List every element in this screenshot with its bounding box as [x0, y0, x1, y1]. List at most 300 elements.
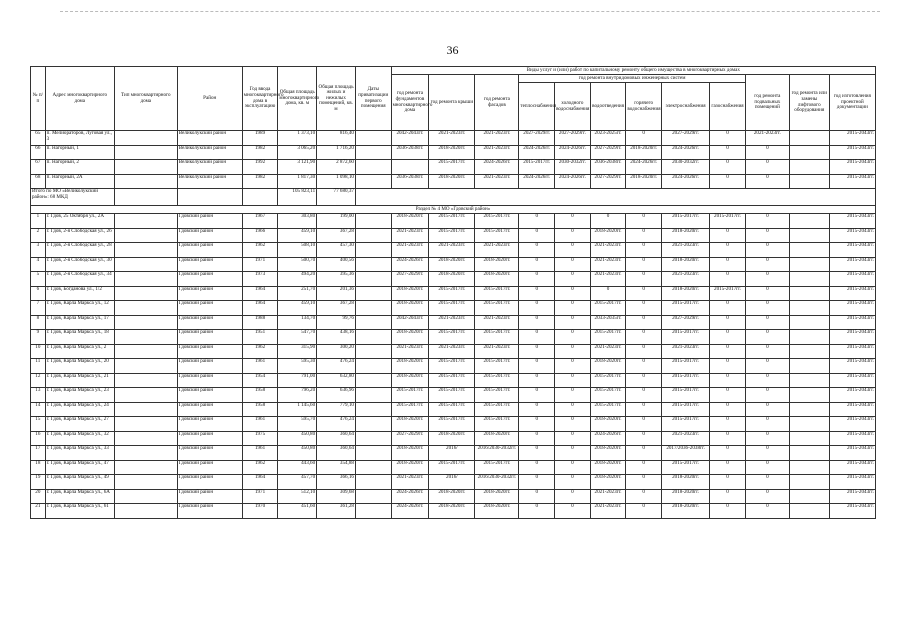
table-row: [31, 257, 876, 272]
row-district: Гдовский район: [177, 286, 242, 301]
row-gas: 0: [710, 257, 746, 272]
row-sewer: 2018-2020гг.: [590, 417, 626, 432]
row-number: 19: [31, 475, 46, 490]
row-privatization: [355, 446, 391, 461]
row-electric: 2024-2026гг.: [661, 145, 709, 160]
row-basement: 0: [745, 160, 789, 175]
row-district: Гдовский район: [177, 330, 242, 345]
table-row: [31, 330, 876, 345]
row-total-area: 459,10: [278, 301, 317, 316]
row-address: г. Гдов, Карла Маркса ул., 2: [45, 344, 114, 359]
row-facade: 2018-2020гг.: [475, 257, 519, 272]
row-living-area: 438,16: [317, 330, 356, 345]
row-cold-water: 0: [555, 402, 591, 417]
row-cold-water: 0: [555, 388, 591, 403]
row-basement: 2021-2023гг.: [745, 131, 789, 146]
row-hot-water: 2018-2020гг.: [626, 174, 662, 189]
row-district: Гдовский район: [177, 504, 242, 519]
row-gas: 0: [710, 402, 746, 417]
row-type: [114, 373, 177, 388]
row-elevator: [789, 504, 829, 519]
row-privatization: [355, 330, 391, 345]
header-subgroup-title: год ремонта внутридомовых инженерных систем: [519, 75, 745, 83]
row-number: 3: [31, 243, 46, 258]
row-total-area: 443,60: [278, 460, 317, 475]
row-type: [114, 131, 177, 146]
row-roof: 2018-2020гг.: [429, 257, 475, 272]
total-blank: [177, 189, 242, 206]
row-basement: 0: [745, 330, 789, 345]
row-type: [114, 257, 177, 272]
row-facade: 2016/2030-2032гг.: [475, 475, 519, 490]
row-living-area: 360,64: [317, 431, 356, 446]
row-sewer: 2021-2023гг.: [590, 243, 626, 258]
row-privatization: [355, 214, 391, 229]
row-sewer: 2018-2020гг.: [590, 460, 626, 475]
row-gas: 0: [710, 243, 746, 258]
row-hot-water: 0: [626, 446, 662, 461]
row-cold-water: 2027-2029гг.: [555, 131, 591, 146]
row-design-docs: 2015-2043гг.: [829, 373, 875, 388]
row-basement: 0: [745, 344, 789, 359]
row-sewer: 2023-2025гг.: [590, 131, 626, 146]
row-type: [114, 344, 177, 359]
row-address: г. Гдов, Карла Маркса ул., 61: [45, 504, 114, 519]
row-living-area: 201,36: [317, 286, 356, 301]
row-facade: 2015-2017гг.: [475, 286, 519, 301]
row-foundation: 2018-2020гг.: [391, 301, 429, 316]
row-heat: 2015-2017гг.: [519, 160, 555, 175]
row-design-docs: 2015-2043гг.: [829, 160, 875, 175]
table-row: [31, 504, 876, 519]
row-foundation: 2018-2020гг.: [391, 330, 429, 345]
row-gas: 0: [710, 446, 746, 461]
row-heat: 0: [519, 489, 555, 504]
header-num: № п/п: [31, 67, 46, 131]
row-sewer: 2018-2020гг.: [590, 475, 626, 490]
row-electric: 2021-2023гг.: [661, 272, 709, 287]
row-living-area: 361,28: [317, 504, 356, 519]
total-row: [31, 189, 876, 206]
table-row: [31, 131, 876, 146]
table-row: [31, 272, 876, 287]
row-total-area: 500,70: [278, 257, 317, 272]
row-facade: 2021-2023гг.: [475, 315, 519, 330]
row-elevator: [789, 315, 829, 330]
row-facade: 2021-2023гг.: [475, 243, 519, 258]
row-electric: 2018-2020гг.: [661, 489, 709, 504]
row-design-docs: 2015-2043гг.: [829, 214, 875, 229]
row-type: [114, 330, 177, 345]
table-row: [31, 174, 876, 189]
row-gas: 0: [710, 228, 746, 243]
row-basement: 0: [745, 373, 789, 388]
row-facade: 2015-2017гг.: [475, 214, 519, 229]
row-design-docs: 2015-2043гг.: [829, 417, 875, 432]
row-address: г. Гдов, Карла Маркса ул., 20: [45, 359, 114, 374]
row-electric: 2015-2017гг.: [661, 359, 709, 374]
header-foundation: год ремонта фундаментов многоквартирного дома: [391, 75, 429, 131]
row-foundation: [391, 160, 429, 175]
row-living-area: 199,00: [317, 214, 356, 229]
row-electric: 2018-2020гг.: [661, 228, 709, 243]
row-roof: 2021-2023гг.: [429, 344, 475, 359]
row-elevator: [789, 402, 829, 417]
row-address: г. Гдов, Карла Маркса ул., 18: [45, 330, 114, 345]
row-year-built: 1982: [242, 174, 278, 189]
row-sewer: 2015-2017гг.: [590, 301, 626, 316]
row-hot-water: 0: [626, 344, 662, 359]
row-facade: 2015-2017гг.: [475, 359, 519, 374]
row-design-docs: 2015-2043гг.: [829, 286, 875, 301]
row-basement: 0: [745, 446, 789, 461]
row-cold-water: 0: [555, 257, 591, 272]
row-roof: 2015-2017гг.: [429, 388, 475, 403]
row-foundation: 2018-2020гг.: [391, 286, 429, 301]
row-district: Великолукский район: [177, 145, 242, 160]
row-district: Великолукский район: [177, 174, 242, 189]
row-hot-water: 0: [626, 402, 662, 417]
row-design-docs: 2015-2043гг.: [829, 301, 875, 316]
row-basement: 0: [745, 431, 789, 446]
row-district: Гдовский район: [177, 344, 242, 359]
row-heat: 0: [519, 214, 555, 229]
table-row: [31, 315, 876, 330]
row-year-built: 1951: [242, 330, 278, 345]
row-year-built: 1962: [242, 460, 278, 475]
row-cold-water: 0: [555, 504, 591, 519]
row-basement: 0: [745, 388, 789, 403]
row-hot-water: 0: [626, 359, 662, 374]
row-cold-water: 0: [555, 475, 591, 490]
row-type: [114, 504, 177, 519]
row-living-area: 395,36: [317, 272, 356, 287]
row-gas: 0: [710, 460, 746, 475]
row-hot-water: 0: [626, 214, 662, 229]
row-hot-water: 0: [626, 504, 662, 519]
row-foundation: 2036-2038гг.: [391, 174, 429, 189]
row-electric: 2015-2017гг.: [661, 388, 709, 403]
row-facade: 2018-2020гг.: [475, 272, 519, 287]
row-total-area: 595,70: [278, 417, 317, 432]
row-elevator: [789, 301, 829, 316]
row-foundation: 2015-2017гг.: [391, 388, 429, 403]
row-district: Гдовский район: [177, 402, 242, 417]
row-privatization: [355, 431, 391, 446]
header-type: Тип многоквартирного дома: [114, 67, 177, 131]
row-type: [114, 243, 177, 258]
row-number: 1: [31, 214, 46, 229]
row-foundation: 2018-2020гг.: [391, 460, 429, 475]
row-number: 10: [31, 344, 46, 359]
row-foundation: 2027-2029гг.: [391, 431, 429, 446]
row-basement: 0: [745, 359, 789, 374]
row-total-area: 251,70: [278, 286, 317, 301]
row-sewer: 2021-2023гг.: [590, 344, 626, 359]
row-total-area: 459,10: [278, 228, 317, 243]
row-year-built: 1992: [242, 160, 278, 175]
row-design-docs: 2015-2043гг.: [829, 402, 875, 417]
table-row: [31, 301, 876, 316]
row-address: г. Гдов, Карла Маркса ул., 23: [45, 388, 114, 403]
row-heat: 2024-2026гг.: [519, 174, 555, 189]
row-roof: 2015-2017гг.: [429, 286, 475, 301]
header-cold-water: холодного водоснабжения: [555, 83, 591, 131]
row-roof: 2015-2017гг.: [429, 214, 475, 229]
row-hot-water: 0: [626, 243, 662, 258]
row-address: г. Гдов, 2-я Слободская ул., 34: [45, 272, 114, 287]
row-address: п. Нагорный, 2А: [45, 174, 114, 189]
row-facade: 2021-2023гг.: [475, 174, 519, 189]
row-address: п. Мелиораторов, Луговая ул., 3: [45, 131, 114, 146]
row-roof: 2015-2017гг.: [429, 359, 475, 374]
row-hot-water: 0: [626, 475, 662, 490]
row-cold-water: 0: [555, 344, 591, 359]
row-district: Великолукский район: [177, 131, 242, 146]
row-living-area: 300,20: [317, 344, 356, 359]
row-elevator: [789, 359, 829, 374]
row-foundation: 2024-2026гг.: [391, 504, 429, 519]
row-living-area: 367,28: [317, 228, 356, 243]
total-label: Итого по МО «Великолукский район»: 68 МКД: [31, 189, 115, 206]
row-hot-water: 0: [626, 489, 662, 504]
row-elevator: [789, 228, 829, 243]
table-row: [31, 145, 876, 160]
row-heat: 0: [519, 228, 555, 243]
row-number: 67: [31, 160, 46, 175]
row-year-built: 1971: [242, 489, 278, 504]
row-facade: 2018-2020гг.: [475, 504, 519, 519]
table-header: [31, 67, 876, 131]
row-basement: 0: [745, 145, 789, 160]
row-foundation: 2021-2023гг.: [391, 243, 429, 258]
table-row: [31, 344, 876, 359]
row-privatization: [355, 388, 391, 403]
row-living-area: 816,40: [317, 131, 356, 146]
row-address: г. Гдов, Карла Маркса ул., 27: [45, 417, 114, 432]
row-district: Гдовский район: [177, 359, 242, 374]
row-type: [114, 286, 177, 301]
row-design-docs: 2015-2043гг.: [829, 489, 875, 504]
row-design-docs: 2015-2043гг.: [829, 475, 875, 490]
row-electric: 2018-2020гг.: [661, 475, 709, 490]
row-privatization: [355, 344, 391, 359]
total-blank: [242, 189, 278, 206]
row-privatization: [355, 228, 391, 243]
row-electric: 2018-2020гг.: [661, 286, 709, 301]
row-address: г. Гдов, Карла Маркса ул., 32: [45, 431, 114, 446]
header-address: Адрес многоквартирного дома: [45, 67, 114, 131]
row-elevator: [789, 460, 829, 475]
row-gas: 0: [710, 145, 746, 160]
row-gas: 0: [710, 272, 746, 287]
row-cold-water: 0: [555, 315, 591, 330]
row-type: [114, 446, 177, 461]
row-gas: 0: [710, 160, 746, 175]
row-year-built: 1962: [242, 243, 278, 258]
row-cold-water: 0: [555, 373, 591, 388]
header-facade: год ремонта фасадов: [475, 75, 519, 131]
row-facade: 2015-2017гг.: [475, 330, 519, 345]
row-address: п. Нагорный, 1: [45, 145, 114, 160]
row-type: [114, 431, 177, 446]
row-design-docs: 2015-2043гг.: [829, 359, 875, 374]
row-sewer: 2018-2020гг.: [590, 228, 626, 243]
row-district: Гдовский район: [177, 214, 242, 229]
row-design-docs: 2015-2043гг.: [829, 174, 875, 189]
row-roof: 2018-2020гг.: [429, 431, 475, 446]
row-year-built: 1989: [242, 131, 278, 146]
row-type: [114, 272, 177, 287]
row-sewer: 2036-2038гг.: [590, 160, 626, 175]
row-hot-water: 0: [626, 460, 662, 475]
row-electric: 2030-2032гг.: [661, 160, 709, 175]
row-elevator: [789, 489, 829, 504]
row-sewer: 2027-2029гг.: [590, 174, 626, 189]
header-elevator: год ремонта или замены лифтового оборудования: [789, 75, 829, 131]
row-privatization: [355, 286, 391, 301]
row-district: Гдовский район: [177, 475, 242, 490]
row-number: 13: [31, 388, 46, 403]
row-total-area: 450,80: [278, 431, 317, 446]
row-roof: 2015-2017гг.: [429, 301, 475, 316]
row-roof: 2018-2020гг.: [429, 272, 475, 287]
row-gas: 0: [710, 330, 746, 345]
row-roof: 2021-2023гг.: [429, 315, 475, 330]
row-year-built: 1966: [242, 228, 278, 243]
table-row: [31, 373, 876, 388]
row-cold-water: 2024-2026гг.: [555, 174, 591, 189]
row-heat: 0: [519, 431, 555, 446]
row-hot-water: 0: [626, 431, 662, 446]
row-foundation: 2042-2043гг.: [391, 315, 429, 330]
row-elevator: [789, 243, 829, 258]
row-living-area: 779,10: [317, 402, 356, 417]
row-electric: 2027-2029гг.: [661, 131, 709, 146]
row-elevator: [789, 286, 829, 301]
row-roof: 2015-2017гг.: [429, 460, 475, 475]
row-sewer: 2015-2017гг.: [590, 330, 626, 345]
row-gas: 0: [710, 388, 746, 403]
row-year-built: 1964: [242, 286, 278, 301]
row-total-area: 3 065,20: [278, 145, 317, 160]
total-area: 105 823,11: [278, 189, 317, 206]
table-row: [31, 359, 876, 374]
row-address: г. Гдов, Карла Маркса ул., 24: [45, 402, 114, 417]
row-facade: 2015-2017гг.: [475, 460, 519, 475]
row-privatization: [355, 243, 391, 258]
row-district: Гдовский район: [177, 301, 242, 316]
table-row: [31, 489, 876, 504]
header-year-built: Год ввода многоквартирного дома в эксплуатацию: [242, 67, 278, 131]
row-number: 66: [31, 145, 46, 160]
row-electric: 2018-2020гг.: [661, 504, 709, 519]
row-design-docs: 2015-2043гг.: [829, 131, 875, 146]
row-privatization: [355, 504, 391, 519]
row-design-docs: 2015-2043гг.: [829, 272, 875, 287]
row-year-built: 1961: [242, 417, 278, 432]
row-elevator: [789, 388, 829, 403]
row-foundation: 2024-2026гг.: [391, 257, 429, 272]
row-foundation: 2042-2043гг.: [391, 131, 429, 146]
row-basement: 0: [745, 504, 789, 519]
row-living-area: 476,24: [317, 359, 356, 374]
row-foundation: 2027-2029гг.: [391, 272, 429, 287]
row-type: [114, 214, 177, 229]
row-cold-water: 0: [555, 417, 591, 432]
row-roof: 2015-2017гг.: [429, 417, 475, 432]
header-electric: электроснабжения: [661, 83, 709, 131]
row-heat: 2024-2026гг.: [519, 145, 555, 160]
row-cold-water: 0: [555, 330, 591, 345]
row-year-built: 1982: [242, 145, 278, 160]
row-roof: 2015-2017гг.: [429, 160, 475, 175]
row-gas: 0: [710, 489, 746, 504]
row-address: г. Гдов, Карла Маркса ул., 17: [45, 315, 114, 330]
row-year-built: 1988: [242, 315, 278, 330]
header-heat: теплоснабжения: [519, 83, 555, 131]
header-group-title: Виды услуг и (или) работ по капитальному ремонту общего имущества в многоквартирных домах: [391, 67, 875, 75]
row-gas: 0: [710, 373, 746, 388]
row-type: [114, 475, 177, 490]
row-number: 6: [31, 286, 46, 301]
row-sewer: 2015-2017гг.: [590, 388, 626, 403]
header-roof: год ремонта крыши: [429, 75, 475, 131]
row-address: г. Гдов, 2-я Слободская ул., 30: [45, 257, 114, 272]
row-type: [114, 460, 177, 475]
row-privatization: [355, 489, 391, 504]
row-total-area: 1 817,30: [278, 174, 317, 189]
row-cold-water: 0: [555, 359, 591, 374]
row-year-built: 1970: [242, 504, 278, 519]
row-foundation: 2015-2017гг.: [391, 402, 429, 417]
row-elevator: [789, 145, 829, 160]
row-year-built: 1958: [242, 388, 278, 403]
row-number: 20: [31, 489, 46, 504]
row-electric: 2017/2036-2038гг.: [661, 446, 709, 461]
row-hot-water: 0: [626, 315, 662, 330]
row-heat: 2027-2029гг.: [519, 131, 555, 146]
header-design-docs: год изготовления проектной документации: [829, 75, 875, 131]
row-privatization: [355, 475, 391, 490]
row-type: [114, 388, 177, 403]
row-year-built: 1973: [242, 272, 278, 287]
row-basement: 0: [745, 214, 789, 229]
row-basement: 0: [745, 257, 789, 272]
table-row: [31, 228, 876, 243]
row-address: г. Гдов, 25 Октября ул., 2А: [45, 214, 114, 229]
header-privatization: Даты приватизации первого помещения: [355, 67, 391, 131]
row-basement: 0: [745, 301, 789, 316]
row-gas: 0: [710, 131, 746, 146]
row-design-docs: 2015-2043гг.: [829, 257, 875, 272]
row-basement: 0: [745, 402, 789, 417]
row-basement: 0: [745, 228, 789, 243]
row-sewer: 2021-2023гг.: [590, 489, 626, 504]
row-year-built: 1961: [242, 446, 278, 461]
row-elevator: [789, 174, 829, 189]
row-electric: 2024-2026гг.: [661, 174, 709, 189]
row-sewer: 2033-2035гг.: [590, 315, 626, 330]
row-year-built: 1964: [242, 475, 278, 490]
row-total-area: 134,70: [278, 315, 317, 330]
row-address: г. Гдов, 2-я Слободская ул., 26: [45, 228, 114, 243]
row-roof: 2015-2017гг.: [429, 373, 475, 388]
row-design-docs: 2015-2043гг.: [829, 330, 875, 345]
row-hot-water: 0: [626, 228, 662, 243]
row-cold-water: 0: [555, 272, 591, 287]
row-sewer: 2018-2020гг.: [590, 359, 626, 374]
